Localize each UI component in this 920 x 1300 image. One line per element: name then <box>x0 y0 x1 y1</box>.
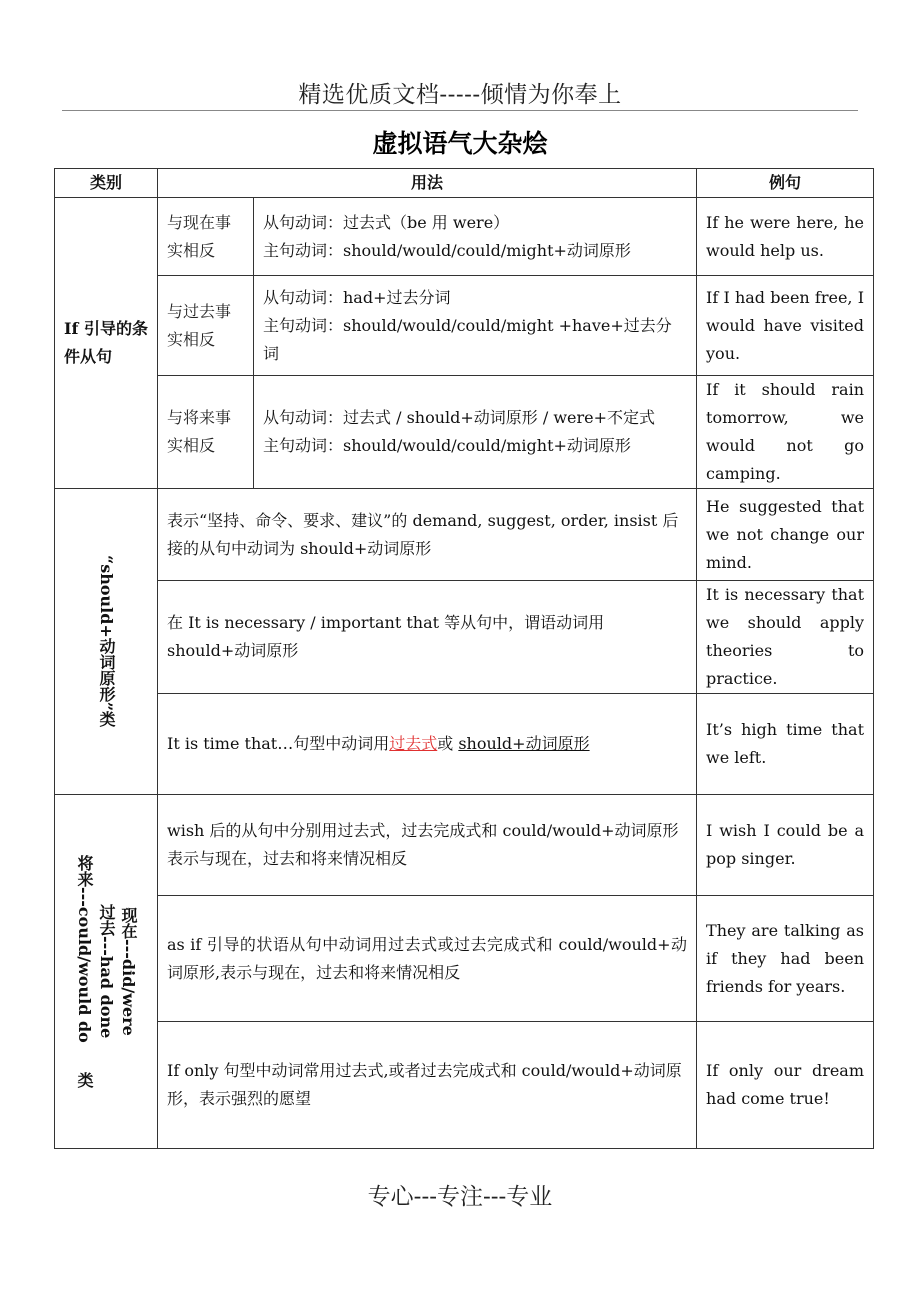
category-tense-mapping <box>55 795 158 1149</box>
usage-line: 主句动词：should/would/could/might+动词原形 <box>263 436 631 455</box>
category-label: “should+动词原形”类 <box>97 555 116 728</box>
example-cell: They are talking as if they had been friends for years. <box>697 896 874 1022</box>
column-header-example: 例句 <box>697 169 874 198</box>
usage-cell: If only 句型中动词常用过去式,或者过去完成式和 could/would+动词原形，表示强烈的愿望 <box>158 1022 697 1149</box>
table-row <box>55 694 874 795</box>
table-row <box>55 198 874 276</box>
usage-text: 或 <box>437 734 459 753</box>
column-header-category: 类别 <box>55 169 158 198</box>
underlined-should-form: should+动词原形 <box>458 734 590 753</box>
example-cell: If it should rain tomorrow, we would not go camping. <box>697 376 874 489</box>
usage-cell <box>254 276 697 376</box>
example-cell: If he were here, he would help us. <box>697 198 874 276</box>
table-header-row <box>55 169 874 198</box>
document-title: 虚拟语气大杂烩 <box>372 129 548 158</box>
example-cell: I wish I could be a pop singer. <box>697 795 874 896</box>
table-row <box>55 1022 874 1149</box>
usage-cell <box>158 694 697 795</box>
highlighted-past-tense: 过去式 <box>389 734 438 753</box>
header-divider <box>62 110 858 111</box>
subjunctive-table <box>54 168 874 1149</box>
example-cell: If I had been free, I would have visited you. <box>697 276 874 376</box>
usage-cell <box>254 198 697 276</box>
usage-line: 从句动词：过去式（be 用 were） <box>263 212 510 232</box>
table-row <box>55 376 874 489</box>
example-cell: He suggested that we not change our mind. <box>697 489 874 581</box>
category-should-verb <box>55 489 158 795</box>
example-cell: It’s high time that we left. <box>697 694 874 795</box>
category-line: 现在---did/were <box>119 907 138 1036</box>
usage-line: 从句动词：had+过去分词 <box>263 287 451 307</box>
category-line: 将来---could/would do类 <box>75 854 94 1089</box>
table-row <box>55 795 874 896</box>
example-cell: If only our dream had come true! <box>697 1022 874 1149</box>
category-line: 过去---had done <box>97 904 116 1039</box>
page-footer: 专心---专注---专业 <box>367 1184 553 1210</box>
category-suffix: 类 <box>75 1072 94 1089</box>
usage-line: 从句动词：过去式 / should+动词原形 / were+不定式 <box>263 408 656 427</box>
example-cell: It is necessary that we should apply theories to practice. <box>697 581 874 694</box>
sub-category: 与将来事实相反 <box>158 376 254 489</box>
sub-category: 与现在事实相反 <box>158 198 254 276</box>
table-row <box>55 276 874 376</box>
usage-cell: as if 引导的状语从句中动词用过去式或过去完成式和 could/would+动词原形,表示与现在，过去和将来情况相反 <box>158 896 697 1022</box>
page-header: 精选优质文档-----倾情为你奉上 <box>298 82 622 108</box>
category-label <box>73 855 139 1089</box>
category-if-clause: If 引导的条件从句 <box>55 198 158 489</box>
usage-cell <box>254 376 697 489</box>
sub-category: 与过去事实相反 <box>158 276 254 376</box>
usage-cell: wish 后的从句中分别用过去式，过去完成式和 could/would+动词原形表示与现在，过去和将来情况相反 <box>158 795 697 896</box>
column-header-usage: 用法 <box>158 169 697 198</box>
usage-line: 主句动词：should/would/could/might +have+过去分词 <box>263 315 672 363</box>
usage-cell: 表示“坚持、命令、要求、建议”的 demand, suggest, order, insist 后接的从句中动词为 should+动词原形 <box>158 489 697 581</box>
table-row <box>55 489 874 581</box>
table-row <box>55 896 874 1022</box>
usage-cell: 在 It is necessary / important that 等从句中，谓语动词用 should+动词原形 <box>158 581 697 694</box>
usage-text: It is time that…句型中动词用 <box>167 734 390 753</box>
usage-line: 主句动词：should/would/could/might+动词原形 <box>263 240 631 260</box>
table-row <box>55 581 874 694</box>
